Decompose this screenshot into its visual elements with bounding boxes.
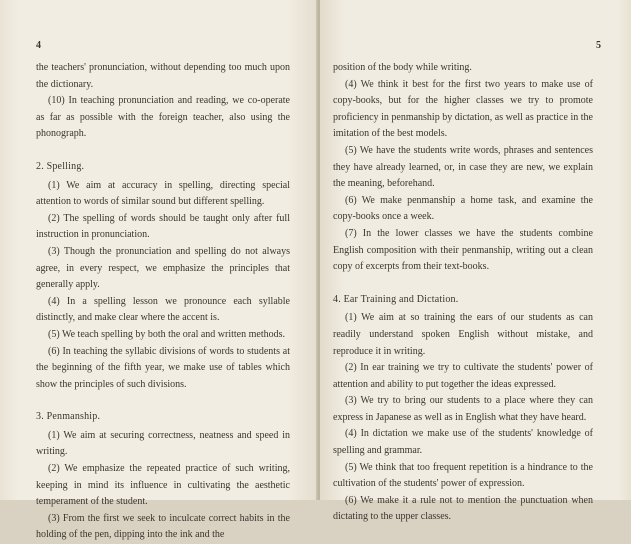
paragraph: (3) From the first we seek to inculcate correct habits in the holding of the pen, dipping into the ink and the xyxy=(36,512,290,541)
paragraph: (1) We aim at so training the ears of our students as can readily understand spoken English without mistake, and reproduce it in writing. xyxy=(333,312,593,357)
page-number: 4 xyxy=(36,40,41,51)
paragraph: (1) We aim at accuracy in spelling, directing special attention to words of similar sound but different spelling. xyxy=(36,179,290,208)
paragraph: (4) We think it best for the first two years to make use of copy-books, but for the higher classes we try to promote proficiency in penmanship by dictation, as well as practice in the imitation of the best models. xyxy=(333,78,593,140)
paragraph: (6) We make penmanship a home task, and examine the copy-books once a week. xyxy=(333,194,593,223)
paragraph: (4) In a spelling lesson we pronounce each syllable distinctly, and make clear where the accent is. xyxy=(36,295,290,324)
paragraph: position of the body while writing. xyxy=(333,62,472,73)
paragraph: (7) In the lower classes we have the students combine English composition with their penmanship, writing out a clean copy of excerpts from their text-books. xyxy=(333,227,593,273)
paragraph: (2) The spelling of words should be taught only after full instruction in pronunciation. xyxy=(36,212,290,241)
page-text xyxy=(333,60,593,526)
paragraph: (5) We teach spelling by both the oral and written methods. xyxy=(48,328,286,340)
paragraph: (4) In dictation we make use of the students' knowledge of spelling and grammar. xyxy=(333,428,593,457)
paragraph: the teachers' pronunciation, without depending too much upon the dictionary. xyxy=(36,62,290,90)
paragraph: (2) In ear training we try to cultivate the students' power of attention and ability to put together the ideas expressed. xyxy=(333,362,593,390)
paragraph: (1) We aim at securing correctness, neatness and speed in writing. xyxy=(36,429,290,458)
section-heading: 3. Penmanship. xyxy=(36,411,101,423)
paragraph: (2) We emphasize the repeated practice of such writing, keeping in mind its influence in cultivating the aesthetic temperament of the student. xyxy=(36,463,290,508)
paragraph: (6) In teaching the syllabic divisions of words to students at the beginning of the fifth year, we make use of tables which show the principles of such divisions. xyxy=(36,345,290,390)
paragraph: (3) Though the pronunciation and spelling do not always agree, in every respect, we emphasize the principles that generally apply. xyxy=(36,245,290,291)
section-heading: 2. Spelling. xyxy=(36,160,85,172)
right-page xyxy=(320,0,631,523)
page-text xyxy=(36,60,290,544)
paragraph: (5) We have the students write words, phrases and sentences they have already learned, or, in case they are new, we explain the meaning, beforehand. xyxy=(333,144,593,190)
paragraph: (3) We try to bring our students to a place where they can express in Japanese as well as in English what they have heard. xyxy=(333,395,593,423)
section-heading: 4. Ear Training and Dictation. xyxy=(333,293,459,305)
page-number: 5 xyxy=(596,40,601,51)
paragraph: (6) We make it a rule not to mention the punctuation when dictating to the upper classes. xyxy=(333,494,593,523)
paragraph: (5) We think that too frequent repetition is a hindrance to the cultivation of the students' power of expression. xyxy=(333,461,593,490)
paragraph: (10) In teaching pronunciation and reading, we co-operate as far as possible with the foreign teacher, also using the phonograph. xyxy=(36,95,290,140)
